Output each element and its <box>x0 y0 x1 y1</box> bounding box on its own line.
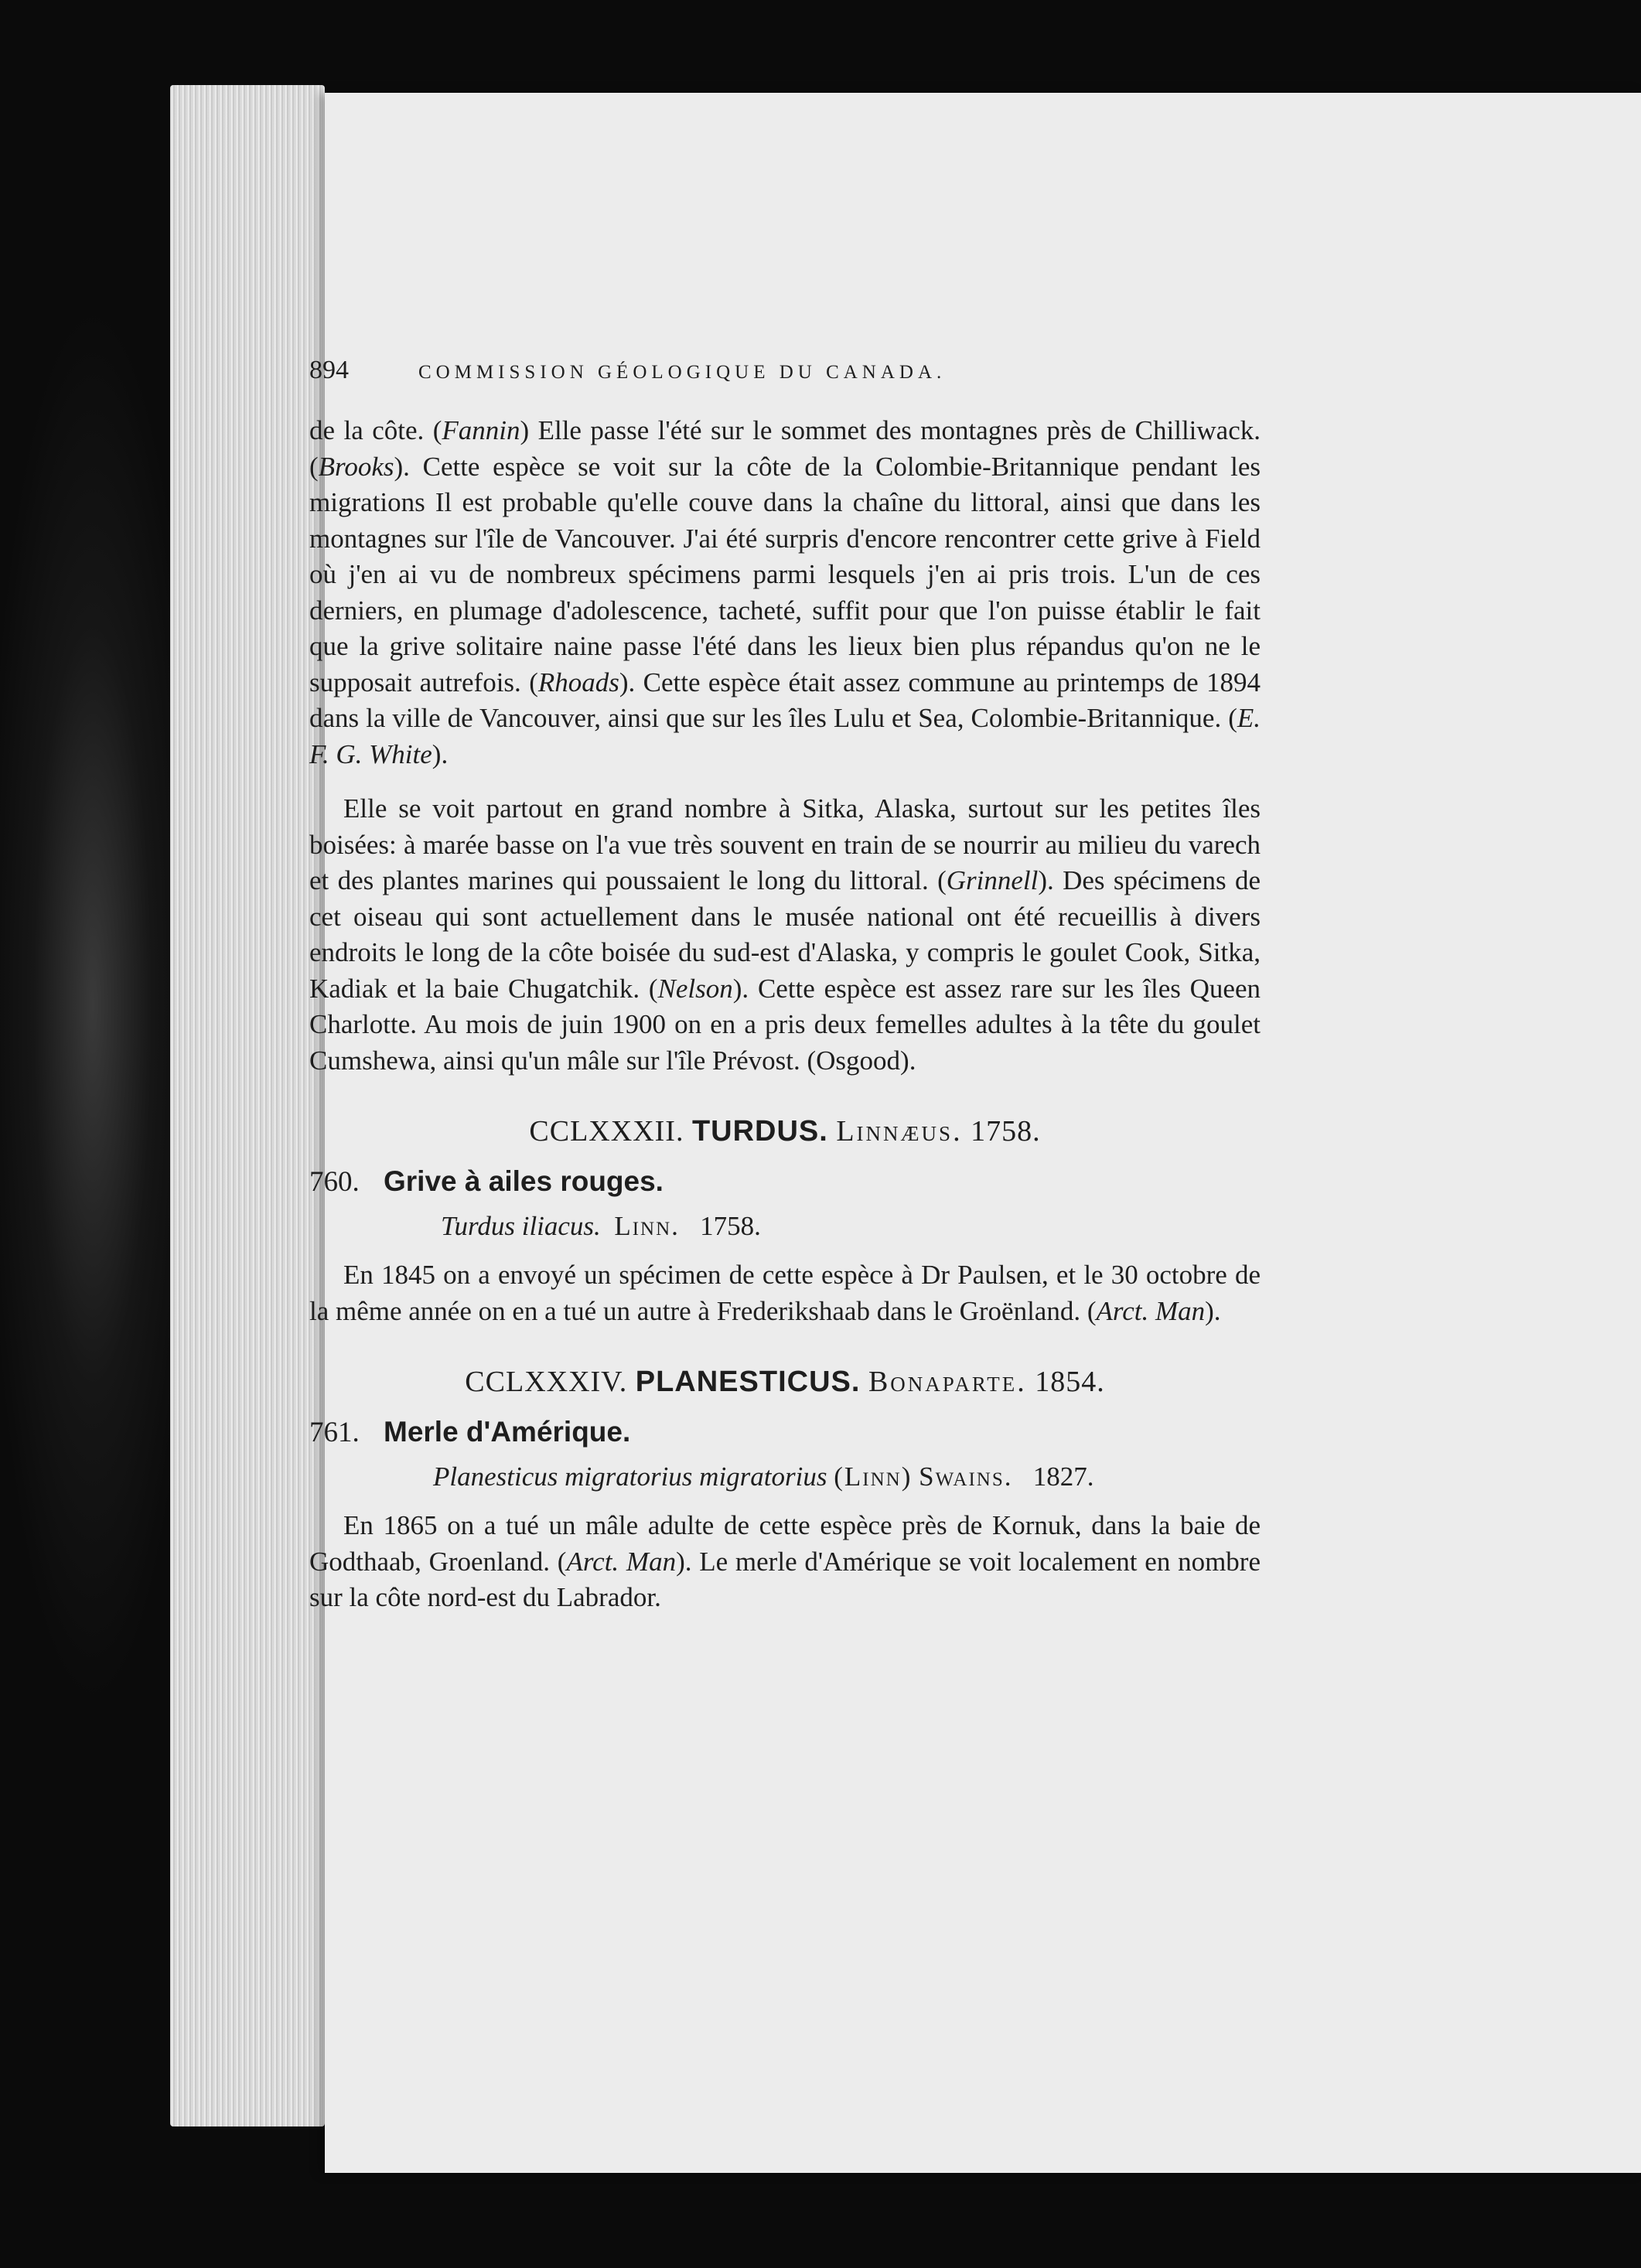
scientific-name: Turdus iliacus. <box>441 1211 601 1241</box>
paragraph <box>309 791 1261 1079</box>
scientific-author: Linn. <box>614 1211 680 1241</box>
genus-heading <box>309 1114 1261 1148</box>
italic-citation: Brooks <box>318 451 394 482</box>
text-run: ). Le merle d'Amérique se voit localement en nombre sur la côte nord-est du Labrador. <box>309 1546 1261 1612</box>
genus-name: TURDUS. <box>691 1115 828 1148</box>
text-run: ) Elle passe l'été sur le sommet des montagnes près de Chilliwack. ( <box>309 415 1261 482</box>
italic-citation: Nelson <box>657 973 733 1004</box>
species-heading <box>309 1165 1261 1199</box>
genus-name: PLANESTICUS. <box>635 1366 861 1398</box>
scientific-name: Planesticus migratorius migratorius <box>433 1461 827 1492</box>
page-number: 894 <box>309 356 349 384</box>
species-number: 761. <box>309 1417 360 1448</box>
species-name: Grive à ailes rouges. <box>384 1165 664 1197</box>
running-title: COMMISSION GÉOLOGIQUE DU CANADA. <box>418 362 947 383</box>
scientific-year: 1758. <box>700 1211 761 1241</box>
scientific-year: 1827. <box>1032 1461 1094 1492</box>
scientific-author: (Linn) <box>834 1461 913 1492</box>
genus-author: Linnæus. <box>836 1115 963 1148</box>
scientific-author-2: Swains. <box>919 1461 1013 1492</box>
text-run: ). Cette espèce était assez commune au printemps de 1894 dans la ville de Vancouver, ainsi que sur les îles Lulu et Sea, Colombie-Britannique. ( <box>309 667 1261 733</box>
text-run: ). <box>432 738 449 769</box>
page-content <box>309 356 1261 1616</box>
running-head <box>309 356 1261 385</box>
genus-numeral: CCLXXXII. <box>529 1115 684 1148</box>
scientific-name-line <box>309 1461 1261 1492</box>
italic-citation: Arct. Man <box>1096 1295 1206 1326</box>
text-run: En 1845 on a envoyé un spécimen de cette espèce à Dr Paulsen, et le 30 octobre de la même année on en a tué un autre à Frederikshaab dans le Groënland. ( <box>309 1260 1261 1326</box>
book-page <box>309 93 1641 2173</box>
genus-heading <box>309 1365 1261 1399</box>
text-run: En 1865 on a tué un mâle adulte de cette espèce près de Kornuk, dans la baie de Godthaab, Groenland. ( <box>309 1510 1261 1577</box>
paragraph <box>309 413 1261 772</box>
genus-year: 1758. <box>971 1115 1041 1148</box>
italic-citation: Arct. Man <box>566 1546 677 1577</box>
paragraph <box>309 1508 1261 1616</box>
scan-backdrop <box>0 0 186 2268</box>
genus-numeral: CCLXXXIV. <box>465 1366 628 1398</box>
text-run: ). Des spécimens de cet oiseau qui sont actuellement dans le musée national ont été recueillis à divers endroits le long de la côte boisée du sud-est d'Alaska, y compris le goulet Cook, Sitka, Kadiak et la baie Chugatchik. ( <box>309 865 1261 1004</box>
species-name: Merle d'Amérique. <box>384 1416 631 1448</box>
italic-citation: E. F. G. White <box>309 703 1261 769</box>
text-run: ). <box>1205 1295 1221 1326</box>
genus-year: 1854. <box>1035 1366 1105 1398</box>
paragraph <box>309 1257 1261 1329</box>
text-run: ). Cette espèce se voit sur la côte de la Colombie-Britannique pendant les migrations Il est probable qu'elle couve dans la chaîne du littoral, ainsi que dans les montagnes sur l'île de Vancouver. J'ai été surpris d'encore rencontrer cette grive à Field où j'en ai vu de nombreux spécimens parmi lesquels j'en ai pris trois. L'un de ces derniers, en plumage d'adolescence, tacheté, suffit pour que l'on puisse établir le fait que la grive solitaire naine passe l'été dans les lieux bien plus répandus qu'on ne le supposait autrefois. ( <box>309 451 1261 697</box>
genus-author: Bonaparte. <box>868 1366 1027 1398</box>
text-run: ). Cette espèce est assez rare sur les îles Queen Charlotte. Au mois de juin 1900 on en a pris deux femelles adultes à la tête du goulet Cumshewa, ainsi qu'un mâle sur l'île Prévost. (Osgood). <box>309 973 1261 1076</box>
italic-citation: Fannin <box>442 415 520 445</box>
species-heading <box>309 1416 1261 1449</box>
scientific-name-line <box>309 1211 1261 1242</box>
text-run: de la côte. ( <box>309 415 442 445</box>
italic-citation: Rhoads <box>537 667 619 697</box>
text-run: Elle se voit partout en grand nombre à Sitka, Alaska, surtout sur les petites îles boisées: à marée basse on l'a vue très souvent en train de se nourrir au milieu du varech et des plantes marines qui poussaient le long du littoral. ( <box>309 793 1261 895</box>
page-edges <box>170 85 325 2126</box>
species-number: 760. <box>309 1166 360 1198</box>
italic-citation: Grinnell <box>946 865 1039 895</box>
